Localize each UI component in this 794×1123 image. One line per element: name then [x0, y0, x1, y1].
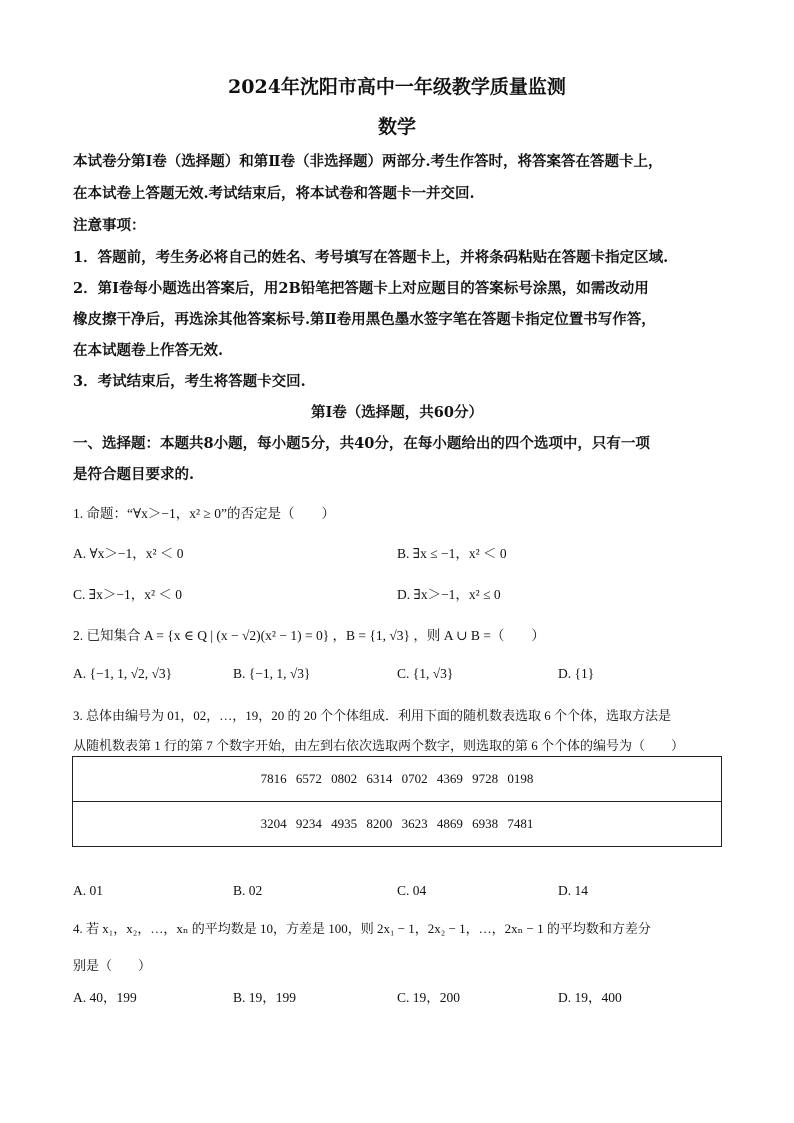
note-3: 3．考试结束后，考生将答题卡交回. [73, 373, 306, 390]
notes-heading: 注意事项： [73, 217, 146, 234]
table-row [73, 757, 722, 802]
q2-stem: 2. 已知集合 A = {x ∈ Q | (x − √2)(x² − 1) = 0} ，B = {1, √3} ，则 A ∪ B =（ ） [73, 628, 545, 643]
q1-stem: 1. 命题：“∀x＞−1，x² ≥ 0”的否定是（ ） [73, 506, 335, 521]
q1-option-a: A. ∀x＞−1，x² ＜ 0 [73, 546, 184, 561]
q3-option-a: A. 01 [73, 883, 103, 898]
q4-option-a: A. 40，199 [73, 990, 137, 1005]
q4-option-d: D. 19，400 [558, 990, 622, 1005]
table-cell: 7816 6572 0802 6314 0702 4369 9728 0198 [73, 757, 722, 802]
subject-title: 数学 [377, 116, 416, 138]
note-2-line-2: 橡皮擦干净后，再选涂其他答案标号.第Ⅱ卷用黑色墨水签字笔在答题卡指定位置书写作答， [73, 311, 656, 328]
q4-stem-1: 4. 若 x₁，x₂，…，xₙ 的平均数是 10，方差是 100，则 2x₁ − 1，2x₂ − 1，…，2xₙ − 1 的平均数和方差分 [73, 921, 651, 936]
q1-option-c: C. ∃x＞−1，x² ＜ 0 [73, 587, 182, 602]
q4-option-c: C. 19，200 [397, 990, 461, 1005]
table-cell: 3204 9234 4935 8200 3623 4869 6938 7481 [73, 802, 722, 847]
q4-option-b: B. 19，199 [233, 990, 297, 1005]
q1-option-b: B. ∃x ≤ −1，x² ＜ 0 [397, 546, 507, 561]
note-2-line-1: 2．第Ⅰ卷每小题选出答案后，用2B铅笔把答题卡上对应题目的答案标号涂黑，如需改动用 [73, 280, 649, 297]
q2-option-d: D. {1} [558, 666, 595, 681]
note-1: 1．答题前，考生务必将自己的姓名、考号填写在答题卡上，并将条码粘贴在答题卡指定区域. [73, 249, 669, 266]
exam-title: 2024年沈阳市高中一年级教学质量监测 [228, 76, 566, 98]
q3-stem-1: 3. 总体由编号为 01，02，…，19，20 的 20 个个体组成．利用下面的随机数表选取 6 个个体，选取方法是 [73, 708, 672, 723]
q3-option-b: B. 02 [233, 883, 263, 898]
section-heading: 第Ⅰ卷（选择题，共60分） [311, 404, 483, 421]
q2-option-a: A. {−1, 1, √2, √3} [73, 666, 173, 681]
section-desc-1: 一、选择题：本题共8小题，每小题5分，共40分，在每小题给出的四个选项中，只有一项 [73, 435, 650, 452]
random-number-table [72, 756, 722, 847]
q1-option-d: D. ∃x＞−1，x² ≤ 0 [397, 587, 501, 602]
intro-line-2: 在本试卷上答题无效.考试结束后，将本试卷和答题卡一并交回. [73, 185, 475, 202]
note-2-line-3: 在本试题卷上作答无效. [73, 342, 224, 359]
q3-stem-2: 从随机数表第 1 行的第 7 个数字开始，由左到右依次选取两个数字，则选取的第 6 个个体的编号为（ ） [73, 738, 685, 753]
q3-option-c: C. 04 [397, 883, 427, 898]
q2-option-c: C. {1, √3} [397, 666, 454, 681]
q3-option-d: D. 14 [558, 883, 588, 898]
intro-line-1: 本试卷分第Ⅰ卷（选择题）和第Ⅱ卷（非选择题）两部分.考生作答时，将答案答在答题卡上， [73, 153, 663, 170]
q2-option-b: B. {−1, 1, √3} [233, 666, 311, 681]
section-desc-2: 是符合题目要求的. [73, 466, 195, 483]
q4-stem-2: 别是（ ） [73, 958, 152, 973]
table-row [73, 802, 722, 847]
